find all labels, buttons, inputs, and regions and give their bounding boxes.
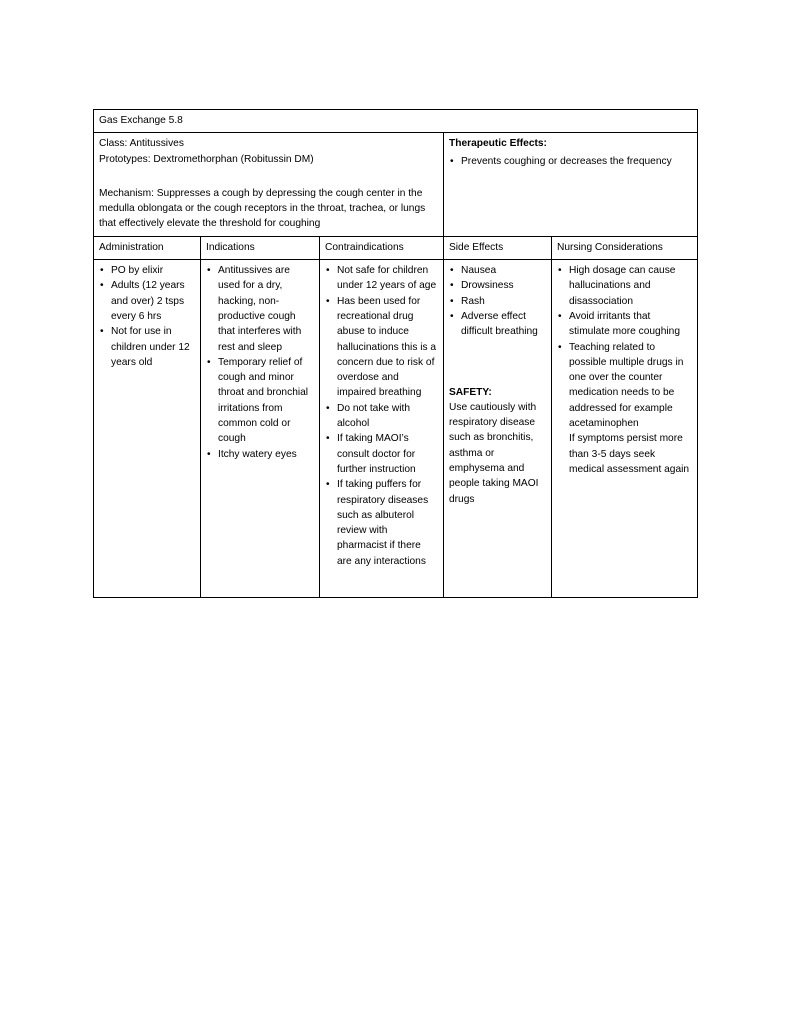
column-header-administration: Administration xyxy=(94,236,201,259)
list-item: • If taking MAOI’s consult doctor for further instruction xyxy=(337,431,438,477)
drug-overview-cell xyxy=(94,133,444,236)
prototypes-line: Prototypes: Dextromethorphan (Robitussin DM) xyxy=(99,153,314,165)
side-effects-cell xyxy=(444,260,552,598)
contraindications-cell xyxy=(320,260,444,598)
card-title: Gas Exchange 5.8 xyxy=(94,110,698,133)
list-item: • If taking puffers for respiratory diseases such as albuterol review with pharmacist if there are any interactions xyxy=(337,477,438,569)
indications-list xyxy=(206,263,314,462)
nursing-considerations-cell xyxy=(552,260,698,598)
mechanism-line: Mechanism: Suppresses a cough by depressing the cough center in the medulla oblongata or the cough receptors in the throat, trachea, or lungs that effectively elevate the threshold for coughing xyxy=(99,187,426,230)
overview-spacer xyxy=(99,167,438,186)
list-item: • Has been used for recreational drug abuse to induce hallucinations this is a concern due to risk of overdose and impaired breathing xyxy=(337,294,438,401)
class-line: Class: Antitussives xyxy=(99,138,184,150)
side-effects-list xyxy=(449,263,546,339)
list-item: • Not safe for children under 12 years of age xyxy=(337,263,438,294)
therapeutic-effects-list xyxy=(449,154,692,169)
column-header-row xyxy=(94,236,698,259)
list-item: • Temporary relief of cough and minor throat and bronchial irritations from common cold or cough xyxy=(218,355,314,447)
overview-row xyxy=(94,133,698,236)
safety-heading: SAFETY: xyxy=(449,386,492,398)
content-row xyxy=(94,260,698,598)
nursing-trailing-note: If symptoms persist more than 3-5 days seek medical assessment again xyxy=(569,433,690,475)
safety-text: Use cautiously with respiratory disease such as bronchitis, asthma or emphysema and people taking MAOI drugs xyxy=(449,401,539,505)
column-header-nursing-considerations: Nursing Considerations xyxy=(552,236,698,259)
list-item: • High dosage can cause hallucinations and disassociation xyxy=(569,263,692,309)
list-item: • Not for use in children under 12 years old xyxy=(111,324,195,370)
safety-block xyxy=(449,385,546,507)
list-item: • Drowsiness xyxy=(461,278,546,293)
list-item: • Itchy watery eyes xyxy=(218,447,314,462)
column-header-side-effects: Side Effects xyxy=(444,236,552,259)
table-title-row xyxy=(94,110,698,133)
list-item: • Avoid irritants that stimulate more coughing xyxy=(569,309,692,340)
therapeutic-effects-cell xyxy=(444,133,698,236)
list-item: • Adults (12 years and over) 2 tsps every 6 hrs xyxy=(111,278,195,324)
list-item: • Do not take with alcohol xyxy=(337,401,438,432)
nursing-considerations-list xyxy=(557,263,692,477)
list-item: • Nausea xyxy=(461,263,546,278)
column-header-contraindications: Contraindications xyxy=(320,236,444,259)
indications-cell xyxy=(201,260,320,598)
drug-card-table xyxy=(93,109,698,598)
list-item-text: Teaching related to possible multiple drugs in one over the counter medication needs to be addressed for example acetaminophen xyxy=(569,341,684,430)
column-header-indications: Indications xyxy=(201,236,320,259)
therapeutic-effects-heading: Therapeutic Effects: xyxy=(449,138,547,150)
list-item: • PO by elixir xyxy=(111,263,195,278)
list-item: • Antitussives are used for a dry, hacking, non-productive cough that interferes with rest and sleep xyxy=(218,263,314,355)
list-item: • Prevents coughing or decreases the frequency xyxy=(461,154,692,169)
list-item: • Adverse effect difficult breathing xyxy=(461,309,546,340)
list-item xyxy=(569,340,692,478)
contraindications-list xyxy=(325,263,438,569)
administration-cell xyxy=(94,260,201,598)
administration-list xyxy=(99,263,195,370)
list-item: • Rash xyxy=(461,294,546,309)
